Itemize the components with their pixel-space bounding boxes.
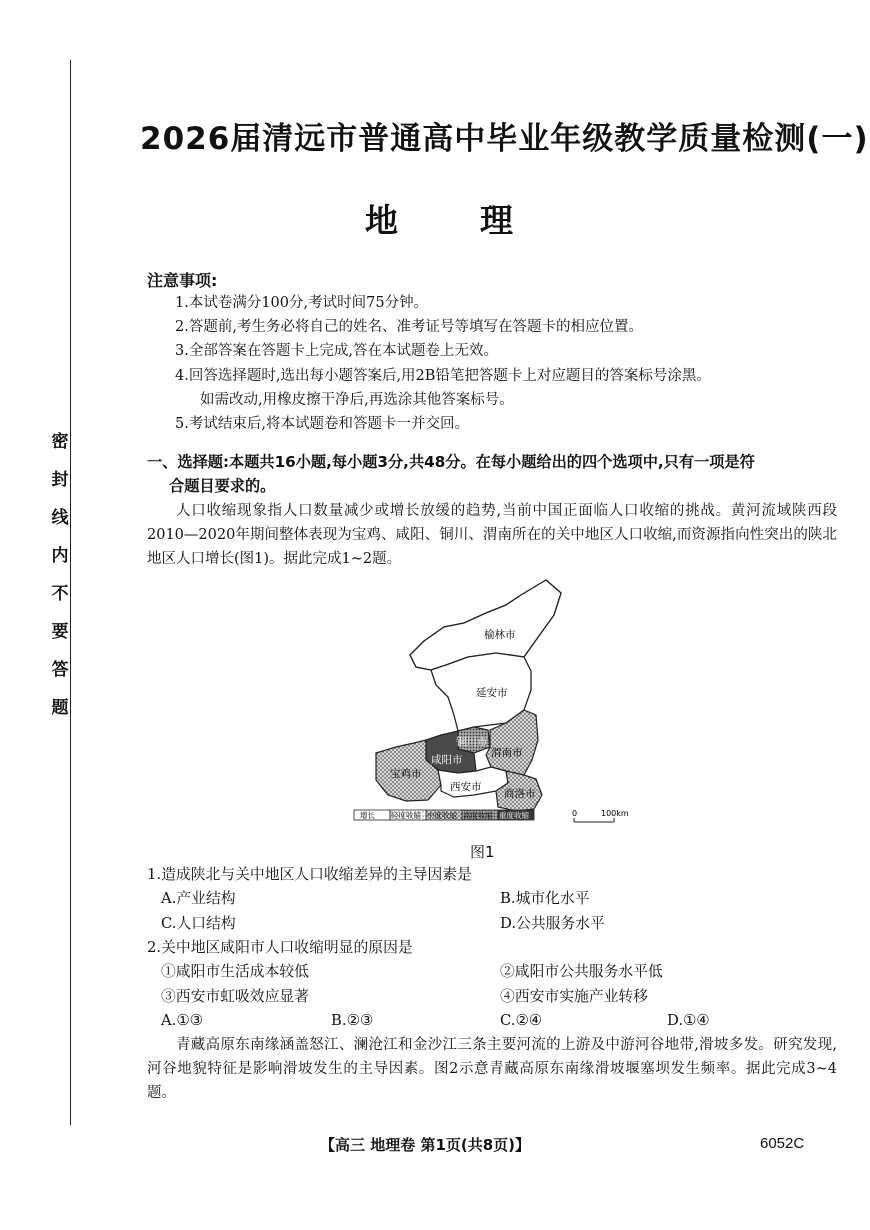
binding-char: 封: [51, 470, 69, 490]
statement-2: ②咸阳市公共服务水平低: [500, 963, 663, 980]
map-label-shangluo: 商洛市: [504, 788, 536, 800]
notice-item: 5.考试结束后,将本试题卷和答题卡一并交回。: [175, 416, 469, 433]
map-label-yanan: 延安市: [476, 687, 508, 699]
option-a: A.①③: [161, 1012, 203, 1029]
map-label-baoji: 宝鸡市: [390, 768, 422, 780]
binding-char: 密: [51, 432, 69, 452]
paper-code: 6052C: [760, 1135, 805, 1152]
notice-item: 1.本试卷满分100分,考试时间75分钟。: [175, 295, 429, 311]
binding-char: 题: [51, 698, 69, 718]
binding-char: 内: [51, 546, 69, 566]
section-heading-line: 合题目要求的。: [169, 477, 276, 495]
option-b: B.②③: [331, 1012, 374, 1029]
exam-title: 2026届清远市普通高中毕业年级教学质量检测(一): [140, 121, 869, 157]
option-d: D.①④: [667, 1012, 710, 1029]
shaanxi-map: [346, 575, 646, 835]
question-1: [147, 863, 837, 936]
scale-end: 100km: [601, 809, 629, 818]
material-paragraph-2: 青藏高原东南缘涵盖怒江、澜沧江和金沙江三条主要河流的上游及中游河谷地带,滑坡多发。研究发现,河谷地貌特征是影响滑坡发生的主导因素。图2示意青藏高原东南缘滑坡堰塞坝发生频率。据此完成3~4题。: [147, 1037, 837, 1101]
binding-char: 不: [51, 584, 69, 604]
question-2: [147, 936, 837, 1034]
notice-item: 4.回答选择题时,选出每小题答案后,用2B铅笔把答题卡上对应题目的答案标号涂黑。: [175, 367, 711, 384]
figure-caption: 图1: [470, 843, 495, 861]
notice-item: 3.全部答案在答题卡上完成,答在本试题卷上无效。: [175, 343, 498, 360]
question-stem: 1.造成陕北与关中地区人口收缩差异的主导因素是: [147, 866, 472, 883]
statement-3: ③西安市虹吸效应显著: [161, 987, 309, 1005]
legend-label-moderate: 中度收缩: [427, 811, 457, 820]
scale-zero: 0: [572, 809, 578, 818]
material-paragraph: 人口收缩现象指人口数量减少或增长放缓的趋势,当前中国正面临人口收缩的挑战。黄河流域陕西段2010—2020年期间整体表现为宝鸡、咸阳、铜川、渭南所在的关中地区人口收缩,而资源指向性突出的陕北地区人口增长(图1)。据此完成1~2题。: [147, 503, 837, 567]
option-d: D.公共服务水平: [500, 914, 605, 932]
statement-1: ①咸阳市生活成本较低: [161, 963, 309, 980]
notice-item: 如需改动,用橡皮擦干净后,再选涂其他答案标号。: [200, 391, 514, 408]
notice-heading: 注意事项:: [147, 271, 218, 290]
binding-char: 答: [51, 660, 69, 680]
legend-label-high: 高度收缩: [463, 811, 493, 820]
map-label-tongchuan: 铜川市: [456, 736, 488, 748]
map-label-weinan: 渭南市: [491, 747, 523, 759]
map-label-yulin: 榆林市: [484, 629, 516, 641]
question-stem: 2.关中地区咸阳市人口收缩明显的原因是: [147, 939, 413, 956]
binding-notice: [50, 432, 70, 736]
section-heading: [147, 450, 837, 498]
option-a: A.产业结构: [161, 890, 236, 907]
page-footer: 【高三 地理卷 第1页(共8页)】: [320, 1136, 531, 1154]
option-b: B.城市化水平: [500, 890, 590, 907]
map-label-xianyang: 咸阳市: [431, 754, 463, 766]
legend-label-mild: 轻度收缩: [391, 811, 421, 820]
binding-char: 要: [51, 622, 69, 642]
map-label-xian: 西安市: [450, 781, 482, 793]
binding-char: 线: [51, 508, 69, 528]
notice-item: 2.答题前,考生务必将自己的姓名、准考证号等填写在答题卡的相应位置。: [175, 319, 643, 336]
section-heading-line: 一、选择题:本题共16小题,每小题3分,共48分。在每小题给出的四个选项中,只有一项是符: [147, 453, 755, 471]
option-c: C.人口结构: [161, 914, 236, 932]
legend-label-severe: 重度收缩: [499, 811, 529, 820]
statement-4: ④西安市实施产业转移: [500, 987, 648, 1005]
subject-title: 地理: [365, 201, 595, 240]
legend-label-growth: 增长: [360, 811, 375, 820]
notice-list: [175, 291, 845, 436]
option-c: C.②④: [500, 1012, 543, 1029]
